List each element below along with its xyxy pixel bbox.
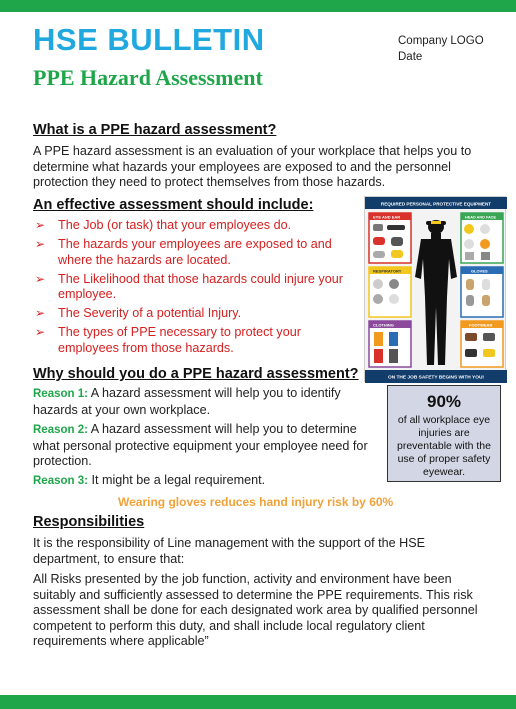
poster-label-gloves: GLOVES bbox=[471, 268, 488, 274]
reason-label: Reason 1: bbox=[33, 388, 88, 400]
reason-label: Reason 3: bbox=[33, 475, 88, 487]
poster-title: REQUIRED PERSONAL PROTECTIVE EQUIPMENT bbox=[380, 201, 492, 207]
stat-text: of all workplace eye injuries are preventable with the use of proper safety eyewear. bbox=[397, 414, 491, 478]
heading-why: Why should you do a PPE hazard assessment? bbox=[33, 366, 359, 382]
bulletin-subtitle: PPE Hazard Assessment bbox=[33, 65, 263, 90]
ppe-poster-graphic bbox=[365, 197, 507, 383]
bottom-green-bar bbox=[0, 695, 516, 709]
arrow-bullet-icon: ➢ bbox=[35, 237, 46, 251]
reason-1: Reason 1: A hazard assessment will help you to identify hazards at your own workplace. bbox=[33, 386, 341, 417]
ppe-poster-image bbox=[364, 196, 506, 382]
top-green-bar bbox=[0, 0, 516, 12]
reason-label: Reason 2: bbox=[33, 424, 88, 436]
list-item: ➢ The Likelihood that those hazards could injure your employee. bbox=[35, 271, 343, 301]
list-item: ➢ The hazards your employees are exposed to and where the hazards are located. bbox=[35, 237, 332, 267]
header-meta bbox=[398, 33, 484, 65]
poster-label-head-face: HEAD AND FACE bbox=[465, 215, 497, 220]
paragraph-responsibilities-1: It is the responsibility of Line management with the support of the HSE department, to ensure that: bbox=[33, 536, 426, 566]
heading-effective: An effective assessment should include: bbox=[33, 197, 314, 213]
arrow-bullet-icon: ➢ bbox=[35, 271, 46, 286]
list-item: ➢ The Severity of a potential Injury. bbox=[35, 306, 242, 320]
reason-2: Reason 2: A hazard assessment will help you to determine what personal protective equipment your employee need for protection. bbox=[33, 422, 368, 468]
arrow-bullet-icon: ➢ bbox=[35, 325, 46, 339]
heading-what: What is a PPE hazard assessment? bbox=[33, 122, 277, 138]
paragraph-what: A PPE hazard assessment is an evaluation of your workplace that helps you to determine what hazards your employees are exposed to and the personnel protection they need to protect themselves from those hazards. bbox=[33, 144, 472, 189]
gloves-note: Wearing gloves reduces hand injury risk by 60% bbox=[118, 495, 394, 509]
stat-value: 90% bbox=[426, 392, 462, 411]
eye-injury-stat-box bbox=[387, 385, 501, 482]
reason-3: Reason 3: It might be a legal requirement. bbox=[33, 473, 266, 487]
list-item: ➢ The Job (or task) that your employees do. bbox=[35, 218, 292, 232]
arrow-bullet-icon: ➢ bbox=[35, 306, 46, 320]
poster-footer: ON THE JOB SAFETY BEGINS WITH YOU! bbox=[387, 375, 485, 381]
heading-responsibilities: Responsibilities bbox=[33, 514, 145, 530]
paragraph-responsibilities-2: All Risks presented by the job function, activity and environment have been suitably and sufficiently assessed to determine the PPE requirements. This risk assessment shall be done for each designated work area by qualified personnel competent to perform this duty, and shall include local regulatory client requirements where applicable” bbox=[33, 572, 478, 648]
bulletin-title: HSE BULLETIN bbox=[33, 22, 265, 57]
arrow-bullet-icon: ➢ bbox=[35, 218, 46, 232]
poster-label-footwear: FOOTWEAR bbox=[469, 322, 493, 328]
poster-label-clothing: CLOTHING bbox=[373, 322, 394, 328]
date-placeholder: Date bbox=[398, 51, 423, 63]
list-item: ➢ The types of PPE necessary to protect your employees from those hazards. bbox=[35, 325, 301, 355]
poster-label-eye-ear: EYE AND EAR bbox=[373, 214, 401, 220]
company-logo-placeholder: Company LOGO bbox=[398, 35, 484, 47]
poster-label-respiratory: RESPIRATORY bbox=[373, 268, 402, 274]
effective-list bbox=[33, 218, 358, 360]
